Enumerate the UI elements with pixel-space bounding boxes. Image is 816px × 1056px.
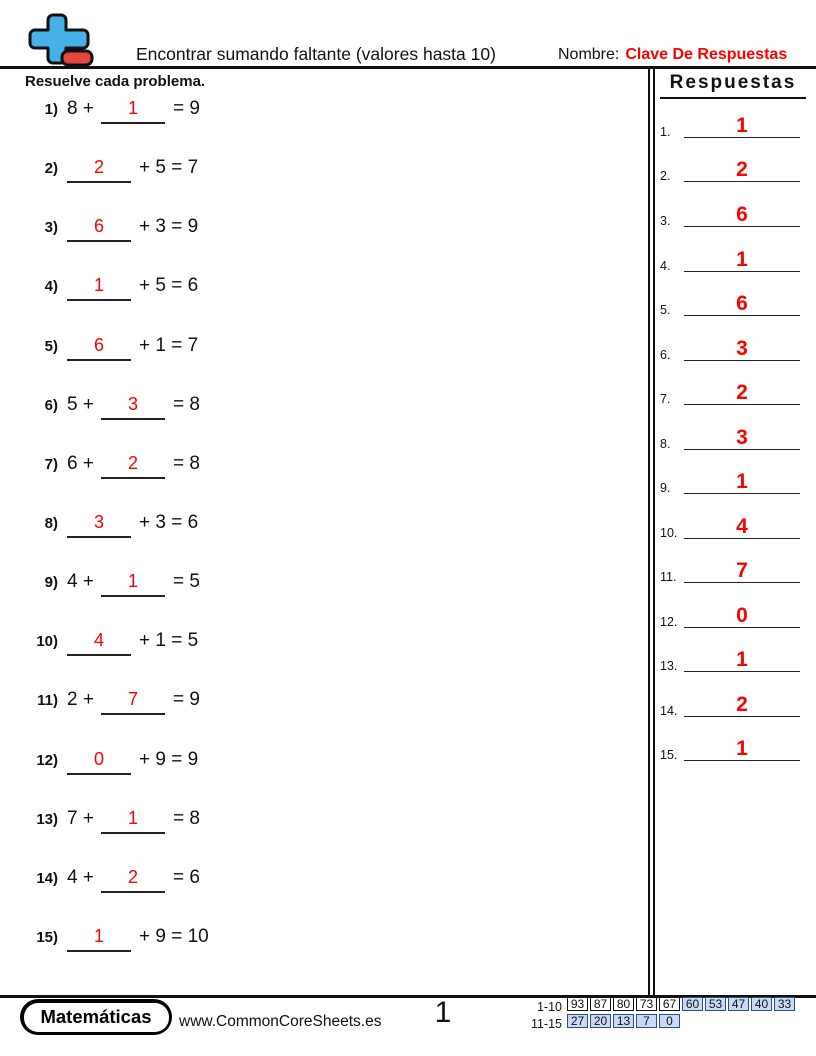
plus-minus-icon bbox=[28, 13, 94, 74]
answer-number: 15. bbox=[660, 748, 678, 762]
answer-row-9 bbox=[656, 462, 810, 496]
answer-number: 4. bbox=[660, 259, 671, 273]
answer-blank bbox=[684, 106, 800, 138]
score-table-row-2 bbox=[567, 1014, 680, 1028]
problem-prefix: 5 + bbox=[67, 394, 94, 415]
answer-value: 3 bbox=[736, 337, 748, 360]
score-cell: 93 bbox=[567, 997, 588, 1011]
answer-number: 1. bbox=[660, 125, 671, 139]
answer-value: 1 bbox=[736, 248, 748, 271]
answer-value: 2 bbox=[736, 158, 748, 181]
score-cell: 33 bbox=[774, 997, 795, 1011]
answer-value: 1 bbox=[736, 648, 748, 671]
missing-addend-blank: 4 bbox=[67, 630, 131, 656]
problem-row-10 bbox=[26, 630, 198, 664]
problem-row-2 bbox=[26, 157, 198, 191]
answer-blank bbox=[684, 640, 800, 672]
problem-number: 13) bbox=[36, 811, 58, 828]
problem-suffix: = 8 bbox=[172, 808, 200, 829]
answer-number: 9. bbox=[660, 481, 671, 495]
answer-row-14 bbox=[656, 685, 810, 719]
score-cell: 40 bbox=[751, 997, 772, 1011]
missing-addend-blank: 1 bbox=[67, 275, 131, 301]
problem-row-3 bbox=[26, 216, 198, 250]
missing-addend-blank: 6 bbox=[67, 216, 131, 242]
answer-row-13 bbox=[656, 640, 810, 674]
matematicas-logo bbox=[20, 999, 172, 1035]
answer-row-7 bbox=[656, 373, 810, 407]
answer-row-12 bbox=[656, 596, 810, 630]
score-cell: 13 bbox=[613, 1014, 634, 1028]
score-cell: 73 bbox=[636, 997, 657, 1011]
answer-number: 2. bbox=[660, 169, 671, 183]
answer-blank bbox=[684, 596, 800, 628]
score-cell: 87 bbox=[590, 997, 611, 1011]
problem-number: 10) bbox=[36, 633, 58, 650]
problem-row-6 bbox=[26, 394, 200, 428]
problem-number: 8) bbox=[44, 515, 58, 532]
problem-row-14 bbox=[26, 867, 200, 901]
score-range-label-2: 11-15 bbox=[530, 1017, 562, 1031]
header-rule bbox=[0, 66, 816, 69]
missing-addend-blank: 7 bbox=[101, 689, 165, 715]
score-cell: 80 bbox=[613, 997, 634, 1011]
name-label: Nombre: bbox=[558, 46, 620, 63]
answer-blank bbox=[684, 150, 800, 182]
answer-blank bbox=[684, 551, 800, 583]
answer-value: 1 bbox=[736, 470, 748, 493]
problem-suffix: = 9 bbox=[172, 689, 200, 710]
problem-row-13 bbox=[26, 808, 200, 842]
problem-prefix: 7 + bbox=[67, 808, 94, 829]
answer-row-3 bbox=[656, 195, 810, 229]
answer-row-8 bbox=[656, 418, 810, 452]
problem-number: 4) bbox=[44, 278, 58, 295]
problem-suffix: + 5 = 7 bbox=[139, 157, 199, 178]
problem-prefix: 6 + bbox=[67, 453, 94, 474]
score-cell: 60 bbox=[682, 997, 703, 1011]
answer-number: 12. bbox=[660, 615, 678, 629]
problem-row-12 bbox=[26, 749, 198, 783]
answer-row-2 bbox=[656, 150, 810, 184]
answer-value: 7 bbox=[736, 559, 748, 582]
answer-number: 11. bbox=[660, 570, 677, 584]
problem-number: 9) bbox=[44, 574, 58, 591]
problem-number: 12) bbox=[36, 752, 58, 769]
answer-row-5 bbox=[656, 284, 810, 318]
page-number: 1 bbox=[434, 996, 452, 1029]
answer-row-6 bbox=[656, 329, 810, 363]
answer-row-15 bbox=[656, 729, 810, 763]
missing-addend-blank: 6 bbox=[67, 335, 131, 361]
problem-row-5 bbox=[26, 335, 198, 369]
answer-value: 2 bbox=[736, 693, 748, 716]
missing-addend-blank: 3 bbox=[67, 512, 131, 538]
answer-row-4 bbox=[656, 240, 810, 274]
problem-number: 6) bbox=[44, 397, 58, 414]
answer-blank bbox=[684, 462, 800, 494]
score-cell: 27 bbox=[567, 1014, 588, 1028]
missing-addend-blank: 1 bbox=[67, 926, 131, 952]
answers-panel-title: Respuestas bbox=[660, 72, 806, 99]
problem-suffix: = 9 bbox=[172, 98, 200, 119]
answers-panel-divider bbox=[648, 66, 655, 995]
answer-value: 0 bbox=[736, 604, 748, 627]
problem-number: 5) bbox=[44, 338, 58, 355]
answer-number: 14. bbox=[660, 704, 678, 718]
score-range-label-1: 1-10 bbox=[536, 1000, 562, 1014]
problem-suffix: + 3 = 9 bbox=[139, 216, 199, 237]
score-cell: 47 bbox=[728, 997, 749, 1011]
answer-number: 13. bbox=[660, 659, 678, 673]
problem-suffix: = 8 bbox=[172, 453, 200, 474]
answer-number: 8. bbox=[660, 437, 671, 451]
answer-value: 2 bbox=[736, 381, 748, 404]
problem-number: 1) bbox=[44, 101, 58, 118]
problem-suffix: + 9 = 9 bbox=[139, 749, 199, 770]
problem-row-15 bbox=[26, 926, 209, 960]
problem-suffix: = 5 bbox=[172, 571, 200, 592]
answer-blank bbox=[684, 240, 800, 272]
site-url: www.CommonCoreSheets.es bbox=[179, 1013, 382, 1030]
answer-value: 4 bbox=[736, 515, 748, 538]
missing-addend-blank: 2 bbox=[67, 157, 131, 183]
problem-prefix: 4 + bbox=[67, 571, 94, 592]
answer-row-1 bbox=[656, 106, 810, 140]
problem-number: 15) bbox=[36, 929, 58, 946]
problem-prefix: 8 + bbox=[67, 98, 94, 119]
problem-number: 3) bbox=[44, 219, 58, 236]
answer-number: 6. bbox=[660, 348, 671, 362]
problem-suffix: + 1 = 5 bbox=[139, 630, 199, 651]
problem-number: 7) bbox=[44, 456, 58, 473]
answer-blank bbox=[684, 418, 800, 450]
problem-row-11 bbox=[26, 689, 200, 723]
problem-row-9 bbox=[26, 571, 200, 605]
answer-blank bbox=[684, 373, 800, 405]
logo-text: Matemáticas bbox=[24, 1003, 169, 1032]
problem-prefix: 4 + bbox=[67, 867, 94, 888]
score-cell: 67 bbox=[659, 997, 680, 1011]
score-table-row-1 bbox=[567, 997, 795, 1011]
problem-suffix: = 8 bbox=[172, 394, 200, 415]
problem-suffix: + 5 = 6 bbox=[139, 275, 199, 296]
answer-blank bbox=[684, 729, 800, 761]
answer-blank bbox=[684, 507, 800, 539]
answer-blank bbox=[684, 329, 800, 361]
problem-row-1 bbox=[26, 98, 200, 132]
missing-addend-blank: 1 bbox=[101, 571, 165, 597]
instruction-text: Resuelve cada problema. bbox=[25, 73, 206, 90]
missing-addend-blank: 2 bbox=[101, 867, 165, 893]
missing-addend-blank: 0 bbox=[67, 749, 131, 775]
problem-row-8 bbox=[26, 512, 198, 546]
name-row bbox=[558, 46, 787, 64]
answer-number: 5. bbox=[660, 303, 671, 317]
answer-number: 10. bbox=[660, 526, 678, 540]
missing-addend-blank: 2 bbox=[101, 453, 165, 479]
worksheet-title: Encontrar sumando faltante (valores hasta 10) bbox=[136, 44, 496, 64]
answer-value: 6 bbox=[736, 203, 748, 226]
problem-number: 2) bbox=[44, 160, 58, 177]
problem-prefix: 2 + bbox=[67, 689, 94, 710]
answer-blank bbox=[684, 284, 800, 316]
answer-value: 3 bbox=[736, 426, 748, 449]
answer-number: 7. bbox=[660, 392, 671, 406]
problem-suffix: + 3 = 6 bbox=[139, 512, 199, 533]
problem-suffix: = 6 bbox=[172, 867, 200, 888]
score-cell: 0 bbox=[659, 1014, 680, 1028]
answer-value: 6 bbox=[736, 292, 748, 315]
missing-addend-blank: 1 bbox=[101, 98, 165, 124]
answer-row-10 bbox=[656, 507, 810, 541]
score-cell: 7 bbox=[636, 1014, 657, 1028]
problem-row-7 bbox=[26, 453, 200, 487]
problem-row-4 bbox=[26, 275, 198, 309]
answer-blank bbox=[684, 195, 800, 227]
score-cell: 53 bbox=[705, 997, 726, 1011]
score-cell: 20 bbox=[590, 1014, 611, 1028]
answer-value: 1 bbox=[736, 114, 748, 137]
missing-addend-blank: 1 bbox=[101, 808, 165, 834]
problem-number: 11) bbox=[37, 692, 58, 709]
problem-suffix: + 9 = 10 bbox=[139, 926, 209, 947]
problem-suffix: + 1 = 7 bbox=[139, 335, 199, 356]
missing-addend-blank: 3 bbox=[101, 394, 165, 420]
answer-number: 3. bbox=[660, 214, 671, 228]
answer-key-label: Clave De Respuestas bbox=[625, 46, 788, 63]
answer-row-11 bbox=[656, 551, 810, 585]
answer-value: 1 bbox=[736, 737, 748, 760]
problem-number: 14) bbox=[36, 870, 58, 887]
answer-blank bbox=[684, 685, 800, 717]
